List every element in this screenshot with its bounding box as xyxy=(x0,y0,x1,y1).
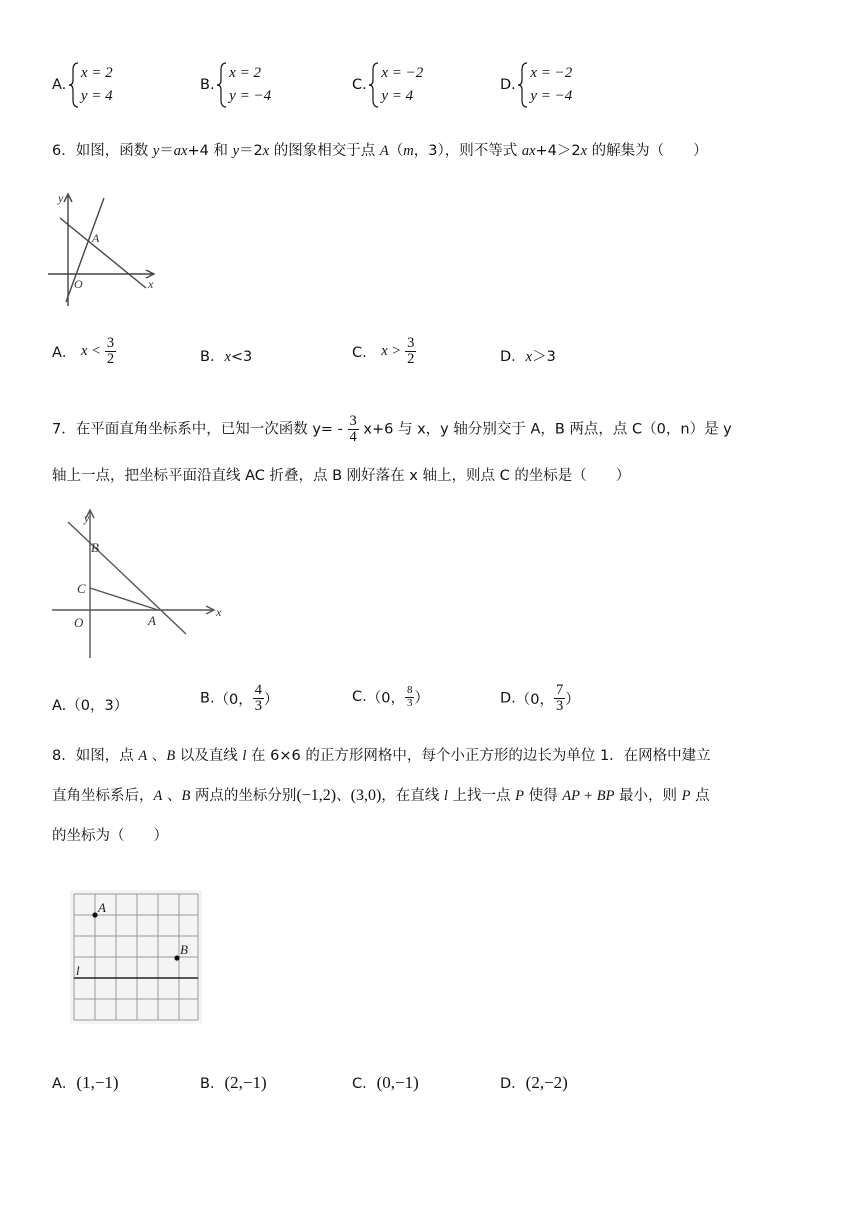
numerator: 8 xyxy=(406,684,413,696)
option-label: B. xyxy=(200,77,215,93)
equation-line: x = −2 xyxy=(530,65,573,81)
point-b-label: B xyxy=(91,540,99,555)
option-text: （0， xyxy=(515,692,555,709)
denominator: 3 xyxy=(556,698,564,715)
equation-line: y = −4 xyxy=(229,88,272,104)
math-var: ax xyxy=(521,143,536,159)
point-c-label: C xyxy=(77,581,86,596)
option-text: （0， xyxy=(214,692,253,709)
y-label: y xyxy=(58,191,64,205)
text: 直角坐标系后， xyxy=(52,788,154,804)
math-var: y xyxy=(152,143,160,159)
math-var: A xyxy=(153,788,163,804)
math-var: A xyxy=(138,748,148,764)
option-label: B． xyxy=(200,349,225,365)
math-var: x xyxy=(381,343,388,360)
equation-system xyxy=(219,62,271,108)
math-var: x xyxy=(224,349,231,365)
point-b-label: B xyxy=(180,942,188,957)
text: 最小，则 xyxy=(614,788,682,804)
q8-option-c[interactable] xyxy=(352,1072,419,1093)
text: ，3），则不等式 xyxy=(413,143,522,159)
text: 如图，点 xyxy=(75,748,139,764)
math-var: P xyxy=(515,788,524,804)
q5-option-a[interactable] xyxy=(52,62,113,108)
option-text: (2,−1) xyxy=(224,1073,267,1092)
option-text: ） xyxy=(264,692,279,709)
text: 点 xyxy=(690,788,710,804)
text: +4＞2 xyxy=(535,143,581,159)
q7-option-c[interactable] xyxy=(352,685,429,709)
relation: > xyxy=(392,343,401,360)
text: ＝ xyxy=(159,143,174,159)
text: 在 6×6 的正方形网格中，每个小正方形的边长为单位 1．在网格中建立 xyxy=(246,748,711,764)
line-ax-plus-4 xyxy=(60,218,146,288)
relation: ＞3 xyxy=(532,349,556,365)
text: 、 xyxy=(336,788,351,804)
option-label: C． xyxy=(352,345,377,362)
option-label: B． xyxy=(200,1076,225,1092)
x-label: x xyxy=(216,605,222,619)
text: 的解集为（ ） xyxy=(587,143,708,159)
option-text: （0， xyxy=(366,690,405,707)
question-number: 7． xyxy=(52,421,76,438)
question-number: 6． xyxy=(52,143,76,159)
math-var: x xyxy=(525,349,533,365)
text: ＝2 xyxy=(239,143,263,159)
option-label: A. xyxy=(52,77,67,93)
q6-option-d[interactable] xyxy=(500,345,556,366)
equation-line: y = −4 xyxy=(530,88,573,104)
math-var: P xyxy=(681,788,691,804)
fraction xyxy=(253,683,264,714)
q5-option-d[interactable] xyxy=(500,62,572,108)
fraction xyxy=(554,683,565,714)
option-label: A. xyxy=(52,698,67,714)
q8-stem-line1 xyxy=(52,742,711,770)
q7-graph xyxy=(46,504,226,664)
equation-system xyxy=(71,62,113,108)
q5-option-b[interactable] xyxy=(200,62,271,108)
x-label: x xyxy=(148,277,154,291)
q7-option-a[interactable] xyxy=(52,694,128,715)
option-label: B. xyxy=(200,690,215,707)
text: 在平面直角坐标系中，已知一次函数 y= - xyxy=(75,421,348,438)
equation-line: y = 4 xyxy=(80,88,113,104)
option-label: D． xyxy=(500,349,526,365)
option-label: A． xyxy=(52,345,77,362)
text: 、 xyxy=(162,788,182,804)
math-var: A xyxy=(379,143,389,159)
option-label: C. xyxy=(352,689,367,706)
math-var: ax xyxy=(173,143,188,159)
text: 使得 xyxy=(524,788,563,804)
fraction xyxy=(348,414,359,445)
q8-stem-line3: 的坐标为（ ） xyxy=(52,828,168,844)
option-text: ） xyxy=(565,692,580,709)
point-a xyxy=(92,912,97,917)
point-a-label: A xyxy=(148,613,156,628)
brace-icon xyxy=(69,62,79,108)
equation-line: x = 2 xyxy=(80,65,113,81)
option-label: D． xyxy=(500,1076,526,1092)
text: 两点的坐标分别 xyxy=(190,788,297,804)
q7-stem-line2: 轴上一点，把坐标平面沿直线 AC 折叠，点 B 刚好落在 x 轴上，则点 C 的坐标是（ ） xyxy=(52,468,631,484)
text: 上找一点 xyxy=(447,788,516,804)
option-label: C． xyxy=(352,1076,377,1092)
math-var: x xyxy=(81,343,88,360)
math-var: B xyxy=(166,748,176,764)
text: （ xyxy=(388,143,404,159)
q6-stem xyxy=(52,137,708,165)
denominator: 3 xyxy=(406,696,413,709)
coordinate: (−1,2) xyxy=(296,787,337,804)
math-expression: AP + BP xyxy=(562,788,615,804)
math-var: m xyxy=(403,143,414,159)
relation: < xyxy=(92,343,101,360)
text: 的图象相交于点 xyxy=(269,143,380,159)
text: ，在直线 xyxy=(381,788,444,804)
segment-ca xyxy=(90,588,158,610)
q6-option-a[interactable] xyxy=(52,336,116,367)
numerator: 3 xyxy=(407,335,415,351)
math-var: x xyxy=(580,143,588,159)
q6-option-c[interactable] xyxy=(352,336,416,367)
option-label: D. xyxy=(500,77,516,93)
denominator: 2 xyxy=(407,351,415,368)
option-label: D. xyxy=(500,690,516,707)
origin-label: O xyxy=(74,277,83,291)
q8-stem-line2 xyxy=(52,782,710,810)
point-a-label: A xyxy=(92,231,100,245)
q5-option-c[interactable] xyxy=(352,62,423,108)
option-label: A． xyxy=(52,1076,77,1092)
point-b xyxy=(174,955,179,960)
equation-line: x = −2 xyxy=(381,65,424,81)
numerator: 7 xyxy=(556,682,564,698)
q7-stem-line1 xyxy=(52,414,732,445)
q8-option-a[interactable] xyxy=(52,1072,119,1093)
numerator: 4 xyxy=(254,682,263,698)
option-text: (1,−1) xyxy=(76,1073,119,1092)
fraction xyxy=(105,336,116,367)
math-var: l xyxy=(443,788,448,804)
option-text: （0，3） xyxy=(66,698,129,714)
y-label: y xyxy=(84,511,90,525)
text: 如图，函数 xyxy=(75,143,153,159)
relation: <3 xyxy=(230,349,253,365)
point-a-label: A xyxy=(98,900,106,915)
fraction xyxy=(405,336,416,367)
q8-option-d[interactable] xyxy=(500,1072,568,1093)
q6-graph xyxy=(44,188,164,310)
text: x+6 与 x，y 轴分别交于 A，B 两点，点 C（0，n）是 y xyxy=(358,421,732,438)
equation-system xyxy=(520,62,572,108)
math-var: y xyxy=(232,143,239,159)
denominator: 4 xyxy=(349,429,357,446)
option-text: (2,−2) xyxy=(525,1073,568,1092)
brace-icon xyxy=(518,62,528,108)
coordinate: (3,0) xyxy=(350,787,382,804)
option-text: (0,−1) xyxy=(376,1073,419,1092)
equation-line: x = 2 xyxy=(229,65,261,81)
q8-grid-figure xyxy=(70,890,202,1024)
q7-option-d[interactable] xyxy=(500,683,580,714)
equation-system xyxy=(371,62,423,108)
q6-option-b[interactable] xyxy=(200,345,252,366)
option-label: C. xyxy=(352,77,367,93)
question-number: 8． xyxy=(52,748,76,764)
denominator: 3 xyxy=(254,698,263,715)
q8-option-b[interactable] xyxy=(200,1072,267,1093)
q7-option-b[interactable] xyxy=(200,683,279,714)
text: 以及直线 xyxy=(175,748,243,764)
text: 、 xyxy=(147,748,167,764)
line-ab xyxy=(68,522,186,634)
brace-icon xyxy=(369,62,379,108)
origin-label: O xyxy=(74,615,84,630)
math-var: x xyxy=(262,143,270,159)
line-l-label: l xyxy=(76,963,80,978)
brace-icon xyxy=(217,62,227,108)
numerator: 3 xyxy=(106,335,115,351)
denominator: 2 xyxy=(106,351,115,368)
equation-line: y = 4 xyxy=(381,88,414,104)
text: +4 和 xyxy=(187,143,233,159)
math-var: l xyxy=(242,748,247,764)
option-text: ） xyxy=(414,690,429,707)
math-var: B xyxy=(181,788,191,804)
numerator: 3 xyxy=(349,413,357,429)
